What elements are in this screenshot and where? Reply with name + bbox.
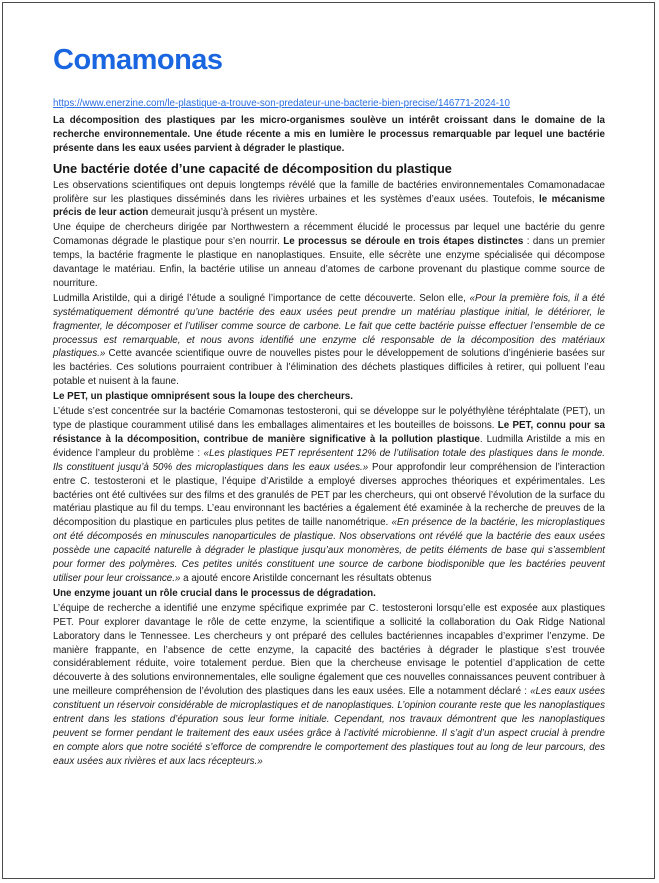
paragraph-aristilde-quote <box>53 292 605 389</box>
document-page <box>3 3 654 769</box>
text-run: : dans un premier temps, la bactérie fragmente le plastique en nanoplastiques. Ensuite, elle sécrète une enzyme spécialisée qui décompose davantage le matériau. Enfin, la bactérie utilise un anneau d’atomes de carbone provenant du plastique comme source de nourriture. <box>53 236 605 289</box>
page-border <box>2 2 655 879</box>
section-heading-bacteria: Une bactérie dotée d’une capacité de décomposition du plastique <box>53 160 452 176</box>
text-run: Cette avancée scientifique ouvre de nouvelles pistes pour le développement de solutions d’ingénierie basées sur les bactéries. Ces solutions pourraient contribuer à l’élimination des déchets plastiques difficiles à retirer, qui polluent l’eau potable et nuisent à la faune. <box>53 348 605 388</box>
text-run: «Pour la première fois, il a été systématiquement démontré qu’une bactérie des eaux usées peut prendre un matériau plastique initial, le détériorer, le fragmenter, le décomposer et l’utiliser comme source de carbone. Le fait que cette bactérie puisse effectuer l’ensemble de ce processus est remarquable, et nous avons identifié une enzyme clé responsable de la décomposition des matériaux plastiques.» <box>53 292 605 360</box>
text-run: le mécanisme précis de leur action <box>53 193 605 219</box>
page-title: Comamonas <box>53 44 223 76</box>
text-run: Le processus se déroule en trois étapes distinctes <box>283 236 524 248</box>
text-run: a ajouté encore Aristilde concernant les résultats obtenus <box>180 572 432 584</box>
text-run: La décomposition des plastiques par les micro-organismes soulève un intérêt croissant dans le domaine de la recherche environnementale. Une étude récente a mis en lumière le processus remarquable par lequel une bactérie présente dans les eaux usées parvient à dégrader le plastique. <box>53 114 605 154</box>
paragraph-enzyme-role <box>53 602 605 769</box>
paragraph-observations <box>53 179 605 221</box>
subheading-enzyme: Une enzyme jouant un rôle crucial dans le processus de dégradation. <box>53 587 376 599</box>
text-run: demeurait jusqu’à présent un mystère. <box>148 207 318 219</box>
text-run: «Les plastiques PET représentent 12% de l’utilisation totale des plastiques dans le monde. Ils constituent jusqu’à 50% des microplastiques dans les eaux usées.» <box>53 447 605 473</box>
text-run: . Ludmilla Aristilde a mis en évidence l’ampleur du problème : <box>53 433 605 459</box>
text-run: Une équipe de chercheurs dirigée par Northwestern a récemment élucidé le processus par lequel une bactérie du genre Comamonas dégrade le plastique pour s’en nourrir. <box>53 222 605 248</box>
text-run: «En présence de la bactérie, les microplastiques ont été décomposés en minuscules nanoparticules de plastique. Nos observations ont révélé que la bactérie des eaux usées possède une capacité naturelle à dégrader le plastique jusqu’aux monomères, de petits éléments de base qui s’assemblent pour former des polymères. Ces petites unités constituent une source de carbone biodisponible que les bactéries peuvent utiliser pour leur croissance.» <box>53 517 605 584</box>
subheading-pet: Le PET, un plastique omniprésent sous la loupe des chercheurs. <box>53 391 353 403</box>
intro-paragraph <box>53 114 605 156</box>
paragraph-process-steps <box>53 221 605 291</box>
text-run: L’étude s’est concentrée sur la bactérie Comamonas testosteroni, qui se développe sur le polyéthylène téréphtalate (PET), un type de plastique couramment utilisé dans les emballages alimentaires et les bouteilles de boissons. <box>53 406 605 432</box>
text-run: Le PET, connu pour sa résistance à la décomposition, contribue de manière significative à la pollution plastique <box>53 420 605 445</box>
text-run: «Les eaux usées constituent un réservoir considérable de microplastiques et de nanoplastiques. L’opinion courante reste que les nanoplastiques entrent dans les stations d’épuration sous leur forme initiale. Cependant, nos travaux démontrent que les nanoplastiques peuvent se former pendant le traitement des eaux usées grâce à l’activité microbienne. Il s’agit d’un aspect crucial à prendre en compte alors que notre société s’efforce de comprendre le comportement des plastiques tout au long de leur parcours, des eaux usées aux rivières et aux lacs récepteurs.» <box>53 686 606 767</box>
paragraph-pet-study <box>53 405 605 586</box>
text-run: Ludmilla Aristilde, qui a dirigé l’étude a souligné l’importance de cette découverte. Selon elle, <box>53 292 470 304</box>
text-run: Pour approfondir leur compréhension de l’interaction entre C. testosteroni et le plastique, l’équipe d’Aristilde a employé diverses approches théoriques et expérimentales. Les bactéries ont été cultivées sur des films et des granulés de PET par les chercheurs, qui ont observé l’évolution de la surface du matériau plastique au fil du temps. L’eau environnant les bactéries a également été examinée à la recherche de preuves de la décomposition du plastique en particules plus petites de taille nanométrique. <box>53 461 605 529</box>
text-run: Les observations scientifiques ont depuis longtemps révélé que la famille de bactéries environnementales Comamonadacae prolifère sur les plastiques disséminés dans les rivières urbaines et les systèmes d’eaux usées. Toutefois, <box>53 179 605 205</box>
text-run: L’équipe de recherche a identifié une enzyme spécifique exprimée par C. testosteroni lorsqu’elle est exposée aux plastiques PET. Pour explorer davantage le rôle de cette enzyme, la scientifique a sollicité la collaboration du Oak Ridge National Laboratory dans le Tennessee. Les chercheurs y ont préparé des cellules bactériennes incapables d’exprimer l’enzyme. De manière frappante, en l’absence de cette enzyme, la capacité des bactéries à dégrader le plastique s’est trouvée considérablement réduite, voire totalement perdue. Bien que la chercheuse envisage le potentiel d’application de cette découverte à des solutions environnementales, elle souligne également que ces nouvelles connaissances peuvent contribuer à une meilleure compréhension de l’évolution des plastiques dans les eaux usées. Elle a notamment déclaré : <box>53 602 605 698</box>
article-link[interactable]: https://www.enerzine.com/le-plastique-a-trouve-son-predateur-une-bacterie-bien-precise/146771-2024-10 <box>53 97 510 109</box>
